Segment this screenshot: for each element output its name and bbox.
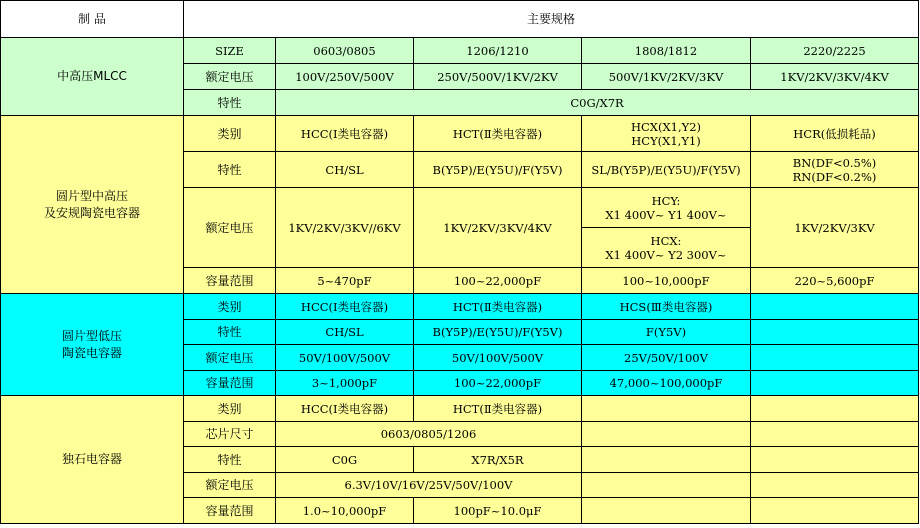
mono-empty-cell bbox=[751, 498, 919, 524]
product-header: 制 品 bbox=[1, 1, 184, 38]
disclv-empty-cell bbox=[751, 294, 919, 320]
mono-char-label: 特性 bbox=[184, 447, 276, 473]
dischv-char-cell bbox=[751, 152, 919, 188]
mono-empty-cell bbox=[582, 473, 751, 498]
dischv-char-rn: RN(DF<0.2%) bbox=[792, 169, 877, 184]
dischv-cap-cell: 5~470pF bbox=[276, 268, 414, 294]
disclv-category bbox=[1, 294, 184, 396]
disclv-empty-cell bbox=[751, 320, 919, 345]
dischv-type-cell: HCT(Ⅱ类电容器) bbox=[414, 116, 582, 152]
header-row bbox=[1, 1, 919, 38]
disclv-type-label: 类别 bbox=[184, 294, 276, 320]
dischv-cap-cell: 100~10,000pF bbox=[582, 268, 751, 294]
mlcc-size-cell: 0603/0805 bbox=[276, 38, 414, 64]
mono-empty-cell bbox=[751, 396, 919, 422]
mlcc-size-cell: 2220/2225 bbox=[751, 38, 919, 64]
mlcc-voltage-cell: 250V/500V/1KV/2KV bbox=[414, 64, 582, 90]
mlcc-size-row bbox=[1, 38, 919, 64]
dischv-type-row bbox=[1, 116, 919, 152]
dischv-char-label: 特性 bbox=[184, 152, 276, 188]
disclv-type-row bbox=[1, 294, 919, 320]
mlcc-size-cell: 1808/1812 bbox=[582, 38, 751, 64]
mono-voltage-label: 额定电压 bbox=[184, 473, 276, 498]
mlcc-char-value: C0G/X7R bbox=[276, 90, 919, 116]
mlcc-voltage-cell: 100V/250V/500V bbox=[276, 64, 414, 90]
disclv-char-label: 特性 bbox=[184, 320, 276, 345]
dischv-type-hcx: HCX(X1,Y2) bbox=[630, 119, 702, 134]
mlcc-size-label: SIZE bbox=[184, 38, 276, 64]
mono-empty-cell bbox=[751, 473, 919, 498]
dischv-voltage-cell: 1KV/2KV/3KV bbox=[751, 188, 919, 268]
dischv-cap-cell: 100~22,000pF bbox=[414, 268, 582, 294]
mono-empty-cell bbox=[582, 498, 751, 524]
mono-type-label: 类别 bbox=[184, 396, 276, 422]
disclv-cap-cell: 3~1,000pF bbox=[276, 371, 414, 396]
disclv-type-cell: HCC(Ⅰ类电容器) bbox=[276, 294, 414, 320]
disclv-voltage-cell: 50V/100V/500V bbox=[414, 345, 582, 371]
disclv-char-cell: CH/SL bbox=[276, 320, 414, 345]
disclv-type-cell: HCS(Ⅲ类电容器) bbox=[582, 294, 751, 320]
mono-empty-cell bbox=[751, 422, 919, 447]
disclv-empty-cell bbox=[751, 345, 919, 371]
dischv-type-cell: HCC(Ⅰ类电容器) bbox=[276, 116, 414, 152]
disclv-char-cell: B(Y5P)/E(Y5U)/F(Y5V) bbox=[414, 320, 582, 345]
mlcc-voltage-label: 额定电压 bbox=[184, 64, 276, 90]
disclv-char-cell: F(Y5V) bbox=[582, 320, 751, 345]
mono-size-label: 芯片尺寸 bbox=[184, 422, 276, 447]
dischv-char-bn: BN(DF<0.5%) bbox=[792, 155, 877, 170]
disclv-voltage-cell: 25V/50V/100V bbox=[582, 345, 751, 371]
dischv-voltage-cell: 1KV/2KV/3KV//6KV bbox=[276, 188, 414, 268]
mono-char-cell: C0G bbox=[276, 447, 414, 473]
mono-type-cell: HCC(Ⅰ类电容器) bbox=[276, 396, 414, 422]
dischv-cap-cell: 220~5,600pF bbox=[751, 268, 919, 294]
mono-empty-cell bbox=[582, 447, 751, 473]
mono-type-row bbox=[1, 396, 919, 422]
dischv-type-cell bbox=[582, 116, 751, 152]
mono-empty-cell bbox=[751, 447, 919, 473]
mlcc-category: 中高压MLCC bbox=[1, 38, 184, 116]
disclv-cap-cell: 100~22,000pF bbox=[414, 371, 582, 396]
mlcc-voltage-cell: 1KV/2KV/3KV/4KV bbox=[751, 64, 919, 90]
dischv-voltage-cell: 1KV/2KV/3KV/4KV bbox=[414, 188, 582, 268]
mlcc-char-label: 特性 bbox=[184, 90, 276, 116]
dischv-cap-label: 容量范围 bbox=[184, 268, 276, 294]
mlcc-voltage-cell: 500V/1KV/2KV/3KV bbox=[582, 64, 751, 90]
dischv-char-cell: B(Y5P)/E(Y5U)/F(Y5V) bbox=[414, 152, 582, 188]
dischv-voltage-label: 额定电压 bbox=[184, 188, 276, 268]
mono-cap-cell: 100pF~10.0μF bbox=[414, 498, 582, 524]
dischv-voltage-hcy bbox=[582, 188, 751, 228]
mono-empty-cell bbox=[582, 396, 751, 422]
disclv-category-line1: 圆片型低压 bbox=[61, 328, 122, 343]
dischv-type-cell: HCR(低损耗品) bbox=[751, 116, 919, 152]
dischv-hcx-title: HCX: bbox=[650, 233, 682, 248]
disclv-cap-cell: 47,000~100,000pF bbox=[582, 371, 751, 396]
dischv-voltage-hcx bbox=[582, 228, 751, 268]
mono-empty-cell bbox=[582, 422, 751, 447]
mono-type-cell: HCT(Ⅱ类电容器) bbox=[414, 396, 582, 422]
mono-size-value: 0603/0805/1206 bbox=[276, 422, 582, 447]
disclv-voltage-cell: 50V/100V/500V bbox=[276, 345, 414, 371]
dischv-hcy-value: X1 400V~ Y1 400V~ bbox=[605, 207, 727, 222]
disclv-type-cell: HCT(Ⅱ类电容器) bbox=[414, 294, 582, 320]
dischv-char-cell: CH/SL bbox=[276, 152, 414, 188]
mono-char-cell: X7R/X5R bbox=[414, 447, 582, 473]
dischv-hcy-title: HCY: bbox=[651, 193, 681, 208]
disclv-voltage-label: 额定电压 bbox=[184, 345, 276, 371]
dischv-hcx-value: X1 400V~ Y2 300V~ bbox=[605, 247, 727, 262]
mlcc-size-cell: 1206/1210 bbox=[414, 38, 582, 64]
spec-header: 主要规格 bbox=[184, 1, 919, 38]
disclv-cap-label: 容量范围 bbox=[184, 371, 276, 396]
mono-cap-label: 容量范围 bbox=[184, 498, 276, 524]
mono-cap-cell: 1.0~10,000pF bbox=[276, 498, 414, 524]
dischv-type-hcy: HCY(X1,Y1) bbox=[631, 133, 701, 148]
mono-category: 独石电容器 bbox=[1, 396, 184, 524]
dischv-category-line1: 圆片型中高压 bbox=[55, 188, 128, 203]
dischv-type-label: 类别 bbox=[184, 116, 276, 152]
dischv-char-cell: SL/B(Y5P)/E(Y5U)/F(Y5V) bbox=[582, 152, 751, 188]
dischv-category bbox=[1, 116, 184, 294]
mono-voltage-value: 6.3V/10V/16V/25V/50V/100V bbox=[276, 473, 582, 498]
disclv-category-line2: 陶瓷电容器 bbox=[61, 345, 122, 360]
dischv-category-line2: 及安规陶瓷电容器 bbox=[43, 205, 140, 220]
disclv-empty-cell bbox=[751, 371, 919, 396]
